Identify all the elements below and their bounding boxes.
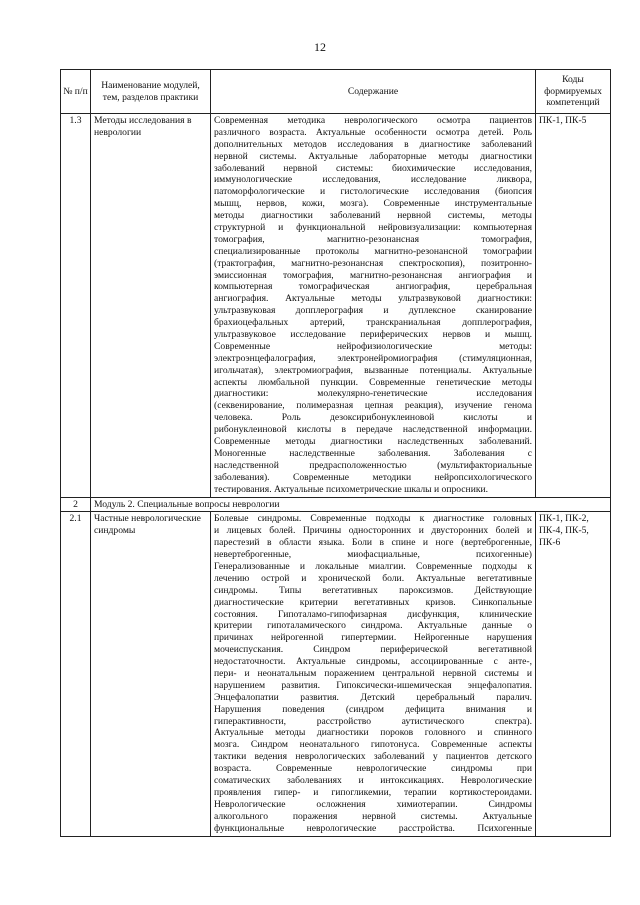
row-2-1-content-line: Болевые синдромы. Современные подходы к диагностике головных: [214, 513, 532, 525]
row-1-3-content-line: ультразвуковая допплерография и дуплексное сканирование: [214, 305, 532, 317]
row-1-3-content-line: нервной системы. Актуальные лабораторные методы диагностики: [214, 150, 532, 162]
row-2-1-codes: ПК-1, ПК-2, ПК-4, ПК-5, ПК-6: [536, 512, 611, 837]
row-2-1-content-line: синдромы. Типы вегетативных пароксизмов. Действующие: [214, 584, 532, 596]
row-1-3-content-line: игольчатая), электромиография, вызванные потенциалы. Актуальные: [214, 364, 532, 376]
header-codes: Коды формируемых компетенций: [536, 70, 611, 114]
module-2-num: 2: [61, 497, 91, 512]
row-1-3-content-line: аспекты люмбальной пункции. Современные генетические методы: [214, 376, 532, 388]
row-1-3-content-line: заболевания). Современные методики нейропсихологического: [214, 471, 532, 483]
row-1-3-content-line: наследственной предрасположенностью (мультифакториальные: [214, 459, 532, 471]
row-2-1-content-line: тактики ведения неврологических заболеваний у пациентов детского: [214, 751, 532, 763]
row-1-3-content-line: различного возраста. Актуальные особенности осмотра детей. Роль: [214, 126, 532, 138]
row-2-1-content-line: недостаточности. Актуальные синдромы, ассоциированные с анте-,: [214, 656, 532, 668]
row-1-3-content-line: электроэнцефалография, электронейромиография (стимуляционная,: [214, 352, 532, 364]
row-2-1-content-line: и лицевых болей. Причины односторонних и двусторонних болей и: [214, 525, 532, 537]
header-content: Содержание: [211, 70, 536, 114]
row-2-1-module: Частные неврологические синдромы: [91, 512, 211, 837]
row-2-1-content-line: гиперактивности, расстройство аутистического спектра).: [214, 715, 532, 727]
row-2-1-content-line: мочеиспускания. Синдром периферической вегетативной: [214, 644, 532, 656]
row-2-1-content-line: состояния. Гипоталамо-гипофизарная дисфункция, клинические: [214, 608, 532, 620]
row-2-1-content-line: пери- и неонатальным поражением центральной нервной системы и: [214, 667, 532, 679]
row-1-3-content-line: мышц, нервов, кожи, мозга). Современные инструментальные: [214, 198, 532, 210]
row-2-1-content-line: Энцефалопатии развития. Детский церебральный паралич.: [214, 691, 532, 703]
row-1-3-content-line: тестирования. Актуальные психометрические шкалы и опросники.: [214, 483, 489, 495]
row-1-3-content-line: ангиография. Актуальные методы ультразвуковой диагностики:: [214, 293, 532, 305]
row-1-3-content-line: ультразвуковое исследование периферических нервов и мышц.: [214, 329, 532, 341]
row-1-3-num: 1.3: [61, 114, 91, 498]
row-2-1-content: [211, 512, 536, 837]
row-2-1-content-line: мозга. Синдром неонатального гипотонуса. Современные аспекты: [214, 739, 532, 751]
page-number: 12: [314, 40, 326, 54]
row-1-3-content-line: томография, магнитно-резонансная томография,: [214, 233, 532, 245]
row-2-1-content-line: лечению острой и хронической боли. Актуальные вегетативные: [214, 572, 532, 584]
row-1-3-content-line: специализированные протоколы магнитно-резонансной томографии: [214, 245, 532, 257]
practice-program-table: [60, 69, 611, 837]
row-2-1-content-line: алкогольного поражения нервной системы. Актуальные: [214, 810, 532, 822]
row-1-3-content-line: (трактография, магнитно-резонансная спектроскопия), позитронно-: [214, 257, 532, 269]
row-2-1-content-line: функциональные неврологические расстройства. Психогенные: [214, 822, 532, 834]
row-1-3-content-line: эмиссионная томография, магнитно-резонансная ангиография и: [214, 269, 532, 281]
row-2-1-num: 2.1: [61, 512, 91, 837]
row-1-3-codes: ПК-1, ПК-5: [536, 114, 611, 498]
row-1-3-content: [211, 114, 536, 498]
row-1-3-module: Методы исследования в неврологии: [91, 114, 211, 498]
row-1-3-content-line: заболеваний нервной системы: биохимические исследования,: [214, 162, 532, 174]
row-2-1-content-line: Генерализованные и локальные миалгии. Современные подходы к: [214, 560, 532, 572]
row-1-3-content-line: (секвенирование, полимеразная цепная реакция), изучение генома: [214, 400, 532, 412]
table-row: [61, 114, 611, 498]
row-2-1-content-line: критерии гипоталамического синдрома. Актуальные данные о: [214, 620, 532, 632]
row-1-3-content-line: методы диагностики заболеваний нервной системы, методы: [214, 210, 532, 222]
row-1-3-content-line: дополнительных методов исследования в диагностике заболеваний: [214, 138, 532, 150]
row-2-1-content-line: причинах нейрогенной гипертермии. Нейрогенные нарушения: [214, 632, 532, 644]
row-1-3-content-line: Моногенные наследственные заболевания. Заболевания с: [214, 447, 532, 459]
table-header-row: [61, 70, 611, 114]
row-2-1-content-line: Нарушения поведения (синдром дефицита внимания и: [214, 703, 532, 715]
row-1-3-content-line: брахиоцефальных артерий, транскраниальная допплерография,: [214, 317, 532, 329]
row-2-1-content-line: невертеброгенные, миофасциальные, психогенные): [214, 549, 532, 561]
row-2-1-content-line: Актуальные методы диагностики пороков головного и спинного: [214, 727, 532, 739]
row-2-1-content-line: нарушением развития. Гипоксически-ишемическая энцефалопатия.: [214, 679, 532, 691]
row-1-3-content-line: человека. Роль дезоксирибонуклеиновой кислоты и: [214, 412, 532, 424]
row-1-3-content-line: диагностики: молекулярно-генетические исследования: [214, 388, 532, 400]
row-2-1-content-line: парестезий в области языка. Боли в спине и ноге (вертеброгенные,: [214, 537, 532, 549]
row-1-3-content-line: структурной и функциональной нейровизуализации: компьютерная: [214, 222, 532, 234]
row-2-1-content-line: диагностические критерии вегетативных кризов. Синкопальные: [214, 596, 532, 608]
module-2-title: Модуль 2. Специальные вопросы неврологии: [91, 497, 611, 512]
row-1-3-content-line: Современные методы диагностики наследственных заболеваний.: [214, 436, 532, 448]
row-1-3-content-line: Современные нейрофизиологические методы:: [214, 340, 532, 352]
row-2-1-content-line: соматических заболеваниях и интоксикациях. Неврологические: [214, 775, 532, 786]
row-1-3-content-line: рибонуклеиновой кислоты в передаче наследственной информации.: [214, 424, 532, 436]
row-2-1-content-line: возраста. Современные неврологические синдромы при: [214, 763, 532, 775]
header-module: Наименование модулей, тем, разделов практики: [91, 70, 211, 114]
row-1-3-content-line: патоморфологические и гистологические исследования (биопсия: [214, 186, 532, 198]
row-1-3-content-line: иммунологические исследования, исследование ликвора,: [214, 174, 532, 186]
module-row: [61, 497, 611, 512]
header-num: № п/п: [61, 70, 91, 114]
row-2-1-content-line: Неврологические осложнения химиотерапии. Синдромы: [214, 798, 532, 810]
table-row: [61, 512, 611, 837]
row-2-1-content-line: проявления гипер- и гипогликемии, терапии кортикостероидами.: [214, 786, 532, 798]
row-1-3-content-line: Современная методика неврологического осмотра пациентов: [214, 115, 532, 126]
row-1-3-content-line: компьютерная томографическая ангиография, церебральная: [214, 281, 532, 293]
